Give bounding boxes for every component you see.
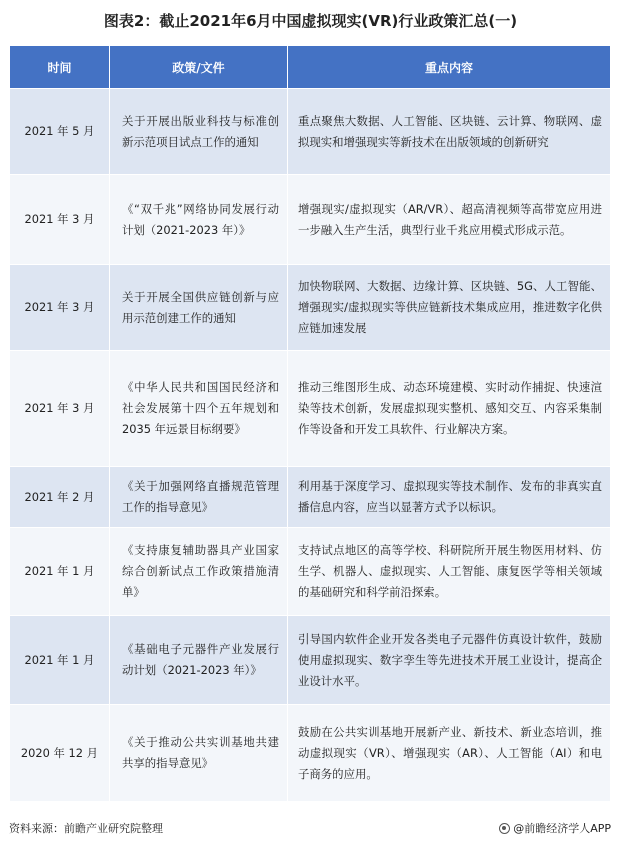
policy-table — [9, 45, 611, 802]
table-row — [10, 467, 611, 528]
table-header-row — [10, 46, 611, 89]
table-row — [10, 89, 611, 175]
cell-content: 重点聚焦大数据、人工智能、区块链、云计算、物联网、虚拟现实和增强现实等新技术在出版领域的创新研究 — [288, 89, 611, 175]
table-row — [10, 265, 611, 351]
cell-time: 2021 年 3 月 — [10, 265, 110, 351]
cell-time: 2021 年 1 月 — [10, 616, 110, 705]
cell-content: 利用基于深度学习、虚拟现实等技术制作、发布的非真实直播信息内容，应当以显著方式予以标识。 — [288, 467, 611, 528]
cell-time: 2021 年 1 月 — [10, 528, 110, 616]
table-row — [10, 705, 611, 802]
table-row — [10, 175, 611, 265]
cell-content: 支持试点地区的高等学校、科研院所开展生物医用材料、仿生学、机器人、虚拟现实、人工智能、康复医学等相关领域的基础研究和科学前沿探索。 — [288, 528, 611, 616]
cell-content: 引导国内软件企业开发各类电子元器件仿真设计软件，鼓励使用虚拟现实、数字孪生等先进技术开展工业设计，提高企业设计水平。 — [288, 616, 611, 705]
cell-content: 加快物联网、大数据、边缘计算、区块链、5G、人工智能、增强现实/虚拟现实等供应链新技术集成应用，推进数字化供应链加速发展 — [288, 265, 611, 351]
header-content: 重点内容 — [288, 46, 611, 89]
cell-content: 鼓励在公共实训基地开展新产业、新技术、新业态培训，推动虚拟现实（VR）、增强现实（AR）、人工智能（AI）和电子商务的应用。 — [288, 705, 611, 802]
brand-logo-icon — [499, 823, 510, 834]
cell-time: 2021 年 3 月 — [10, 351, 110, 467]
cell-policy: 《中华人民共和国国民经济和社会发展第十四个五年规划和 2035 年远景目标纲要》 — [110, 351, 288, 467]
table-row — [10, 616, 611, 705]
cell-policy: 关于开展全国供应链创新与应用示范创建工作的通知 — [110, 265, 288, 351]
source-note: 资料来源：前瞻产业研究院整理 — [9, 822, 163, 835]
brand-label: @前瞻经济学人APP — [513, 822, 611, 835]
table-row — [10, 528, 611, 616]
cell-policy: 关于开展出版业科技与标准创新示范项目试点工作的通知 — [110, 89, 288, 175]
cell-policy: 《关于推动公共实训基地共建共享的指导意见》 — [110, 705, 288, 802]
cell-time: 2021 年 5 月 — [10, 89, 110, 175]
cell-time: 2020 年 12 月 — [10, 705, 110, 802]
cell-content: 推动三维图形生成、动态环境建模、实时动作捕捉、快速渲染等技术创新，发展虚拟现实整机、感知交互、内容采集制作等设备和开发工具软件、行业解决方案。 — [288, 351, 611, 467]
header-time: 时间 — [10, 46, 110, 89]
cell-time: 2021 年 2 月 — [10, 467, 110, 528]
cell-policy: 《基础电子元器件产业发展行动计划（2021-2023 年）》 — [110, 616, 288, 705]
page-title: 图表2：截止2021年6月中国虚拟现实(VR)行业政策汇总(一) — [103, 12, 518, 30]
header-policy: 政策/文件 — [110, 46, 288, 89]
cell-time: 2021 年 3 月 — [10, 175, 110, 265]
table-row — [10, 351, 611, 467]
brand-credit — [499, 820, 611, 836]
cell-policy: 《“双千兆”网络协同发展行动计划（2021-2023 年）》 — [110, 175, 288, 265]
cell-content: 增强现实/虚拟现实（AR/VR）、超高清视频等高带宽应用进一步融入生产生活，典型行业千兆应用模式形成示范。 — [288, 175, 611, 265]
cell-policy: 《关于加强网络直播规范管理工作的指导意见》 — [110, 467, 288, 528]
cell-policy: 《支持康复辅助器具产业国家综合创新试点工作政策措施清单》 — [110, 528, 288, 616]
